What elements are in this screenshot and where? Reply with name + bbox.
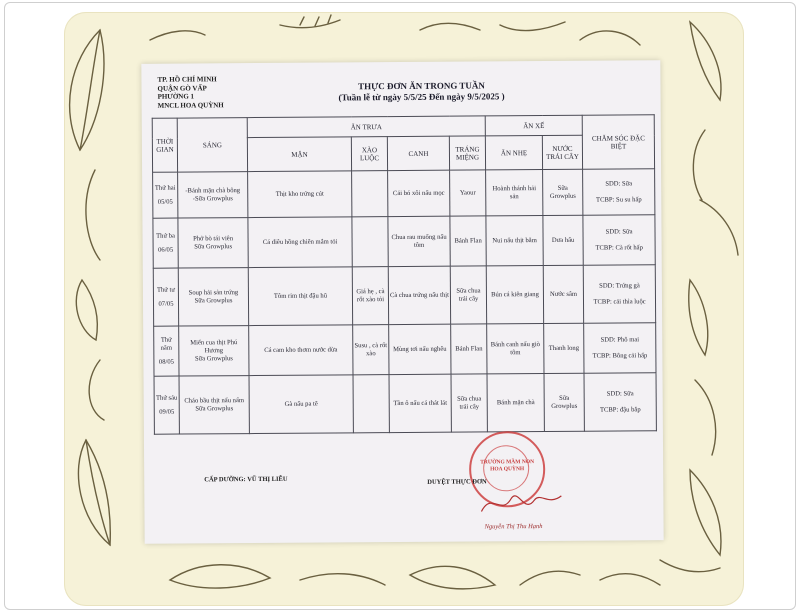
care-sdd: SDD: Trứng gà [599,281,640,290]
care-tcbp: TCBP: Bông cải hấp [592,351,648,360]
cell-trang-mieng: Sữa chua trái cây [451,374,487,432]
cell-cham-soc [584,373,656,432]
care-sdd: SDD: Phô mai [600,335,640,344]
cell-trang-mieng: Yaour [450,170,486,216]
day-name: Thứ tư [156,286,175,294]
care-sdd: SDD: Sữa [606,389,634,398]
care-tcbp: TCBP: cải thìa luộc [593,297,646,306]
cell-cham-soc [583,169,655,216]
cell-an-nhe: Nui nấu thịt bằm [486,216,543,266]
header-cham-soc: CHĂM SÓC ĐẶC BIỆT [582,115,654,170]
cell-an-nhe: Bún cá kiên giang [486,266,543,324]
cell-day [153,218,178,268]
care-tcbp: TCBP: đậu bắp [599,405,641,414]
table-row [154,373,656,435]
school-ward: PHƯỜNG 1 [157,92,195,101]
cell-man: Gà nấu pa tê [249,375,353,434]
header-an-trua: ĂN TRƯA [247,116,485,138]
menu-table [152,114,657,435]
cell-sang: Phở bò tái viên Sữa Growplus [178,218,248,268]
cell-trang-mieng: Bánh Flan [450,216,486,266]
cell-xao-luoc [352,171,388,217]
school-city: TP. HỒ CHÍ MINH [157,75,217,84]
care-sdd: SDD: Sữa [605,179,633,188]
cell-canh: Cải bó xôi nấu mọc [388,170,450,216]
school-name: MNCL HOA QUỲNH [157,100,224,110]
cell-day [154,376,179,434]
header-nuoc-trai-cay: NƯỚC TRÁI CÂY [542,135,582,169]
day-name: Thứ sáu [155,394,178,402]
stamp-top-text: TRƯỜNG MẦM NON [480,459,535,466]
table-row [153,169,655,219]
cell-sang: -Bánh mặn chà bông -Sữa Growplus [178,172,248,218]
approval-label: DUYỆT THỰC ĐƠN [427,478,487,486]
header-an-xe: ĂN XẾ [485,115,582,136]
school-district: QUẬN GÒ VẤP [157,83,207,93]
header-xao-luoc: XÀO LUỘC [351,137,387,171]
cell-canh: Tần ô nấu cá thát lát [389,374,451,432]
cook-signature-label: CẤP DƯỠNG: VŨ THỊ LIỄU [204,475,288,484]
cell-day [153,268,178,326]
cell-nuoc-trai-cay: Nước sâm [543,265,583,323]
cell-man: Cá diêu hồng chiên mắm tỏi [248,217,352,268]
cell-cham-soc [584,323,656,374]
header-thoi-gian: THỜI GIAN [152,118,177,172]
cell-man: Thịt kho trứng cút [248,171,352,218]
cell-an-nhe: Bánh canh nấu giò tôm [487,324,544,374]
cell-an-nhe: Bánh mặn chà [487,374,544,432]
header-an-nhe: ĂN NHẸ [485,136,542,170]
day-name: Thứ hai [154,184,176,192]
stamp-name-text: HOA QUỲNH [490,465,525,472]
week-range: (Tuần lễ từ ngày 5/5/25 Đến ngày 9/5/2025 ) [338,91,505,103]
handwritten-signature [476,486,566,523]
menu-sheet [141,60,663,544]
table-row [154,323,656,377]
care-tcbp: TCBP: Su su hấp [596,195,642,204]
cell-sang: Soup hải sản trứng Sữa Growplus [178,268,248,326]
header-canh: CANH [387,136,449,170]
header-man: MẶN [247,137,351,172]
day-date: 06/05 [158,246,174,254]
cell-nuoc-trai-cay: Dưa hấu [543,215,583,265]
cell-man: Tôm rim thịt đậu hũ [248,267,352,326]
header-sang: SÁNG [177,118,247,172]
day-date: 08/05 [158,358,174,366]
cell-cham-soc [583,265,655,324]
day-date: 07/05 [158,300,174,308]
care-tcbp: TCBP: Cà rốt hấp [595,243,643,252]
day-name: Thứ năm [160,336,173,352]
cell-xao-luoc: Susu , cà rốt xào [353,325,389,375]
cell-sang: Miến cua thịt Phú Hương Sữa Growplus [179,326,249,376]
cell-nuoc-trai-cay: Thanh long [544,323,584,373]
menu-title [291,80,551,104]
cell-cham-soc [583,215,655,266]
cell-trang-mieng: Bánh Flan [451,324,487,374]
cell-trang-mieng: Sữa chua trái cây [450,266,486,324]
cell-xao-luoc [352,217,388,267]
cell-canh: Cà chua trứng nấu thịt [388,266,450,324]
cell-xao-luoc [353,375,389,433]
day-date: 09/05 [159,408,175,416]
cell-canh: Mùng tơi nấu nghêu [389,324,451,374]
header-trang-mieng: TRÁNG MIỆNG [449,136,485,170]
day-name: Thứ ba [156,232,175,240]
cell-nuoc-trai-cay: Sữa Growplus [544,373,584,431]
cell-canh: Chua rau muống nấu tôm [388,216,450,266]
cell-man: Cá cam kho thơm nước dừa [249,325,353,376]
day-date: 05/05 [157,198,173,206]
cell-day [154,326,179,376]
cell-nuoc-trai-cay: Sữa Growplus [543,169,583,215]
care-sdd: SDD: Sữa [605,227,633,236]
cell-an-nhe: Hoành thánh hải sản [486,170,543,216]
signer-name: Nguyễn Thị Thu Hạnh [484,523,543,531]
cell-sang: Cháo bầu thịt nấu nấm Sữa Growplus [179,376,249,434]
school-header [157,75,223,109]
table-row [153,265,655,327]
cell-xao-luoc: Giá hẹ , cà rốt xào tỏi [352,267,388,325]
cell-day [153,172,178,218]
table-row [153,215,655,269]
page-title: THỰC ĐƠN ĂN TRONG TUẦN [358,80,485,92]
